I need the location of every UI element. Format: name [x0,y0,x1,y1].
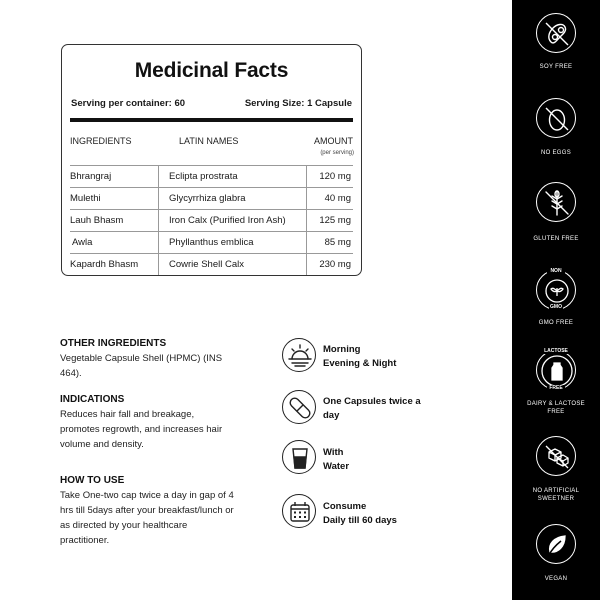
capsule-icon [282,390,316,424]
usage-water-text [323,446,349,473]
facts-title: Medicinal Facts [134,59,289,82]
indications-heading: INDICATIONS [60,394,125,405]
table-row [70,254,353,276]
indications-text: Reduces hair fall and breakage, promotes regrowth, and increases hair volume and density. [60,409,223,450]
amount-value: 120 mg [319,171,351,182]
no-eggs-icon [536,98,576,138]
amount-value: 230 mg [319,259,351,270]
badge-label: GMO FREE [538,320,574,326]
badge-label: NO EGGS [540,150,572,156]
amount-value: 40 mg [324,193,351,204]
soy-free-icon [536,13,576,53]
usage-line: day [323,409,340,421]
other-ingredients-text: Vegetable Capsule Shell (HPMC) (INS 464). [60,353,223,379]
column-header-latin-names: LATIN NAMES [179,136,239,146]
usage-line: One Capsules twice a [323,396,421,407]
sunrise-icon [282,338,316,372]
other-ingredients-heading: OTHER INGREDIENTS [60,338,167,349]
usage-timing-text [323,343,396,370]
badge-label: GLUTEN FREE [533,236,579,242]
column-header-amount: AMOUNT [314,136,353,146]
latin-name: Glycyrrhiza glabra [169,193,246,204]
water-glass-icon [282,440,316,474]
table-row [70,188,353,210]
usage-duration-text [323,500,397,527]
ingredient-name: Awla [72,237,93,248]
dairy-lactose-free-icon [536,350,576,390]
badge-mark-top: NON [547,268,565,274]
badge-label-line: FREE [547,409,565,415]
usage-line: Water [323,460,350,472]
how-to-use-heading: HOW TO USE [60,475,125,486]
no-artificial-sweetener-icon [536,436,576,476]
usage-line: Consume [323,501,367,512]
ingredient-name: Bhrangraj [70,171,112,182]
badge-mark-inner: GMO [550,304,562,310]
badge-label [512,487,600,503]
badge-sidebar [512,0,600,600]
column-header-amount-note: (per serving) [320,150,354,156]
ingredient-name: Kapardh Bhasm [70,259,139,270]
badge-label [512,400,600,416]
latin-name: Eclipta prostrata [169,171,238,182]
badge-label: SOY FREE [539,64,573,70]
badge-label-line: DAIRY & LACTOSE [527,401,585,407]
ingredient-name: Lauh Bhasm [70,215,124,226]
vegan-icon [536,524,576,564]
usage-line: Morning [323,344,361,355]
amount-value: 85 mg [324,237,351,248]
ingredient-name: Mulethi [70,193,101,204]
usage-line: Evening & Night [323,357,397,369]
badge-label: VEGAN [544,576,568,582]
table-row [70,232,353,254]
table-row [70,166,353,188]
badge-mark-inner: FREE [547,385,565,391]
latin-name: Phyllanthus emblica [169,237,254,248]
usage-line: With [323,447,344,458]
table-row [70,210,353,232]
serving-per-container: Serving per container: 60 [71,98,186,109]
gluten-free-icon [536,182,576,222]
badge-label-line: SWEETNER [537,496,575,502]
usage-dosage-text [323,395,421,422]
serving-size: Serving Size: 1 Capsule [244,98,352,109]
latin-name: Iron Calx (Purified Iron Ash) [169,215,286,226]
amount-value: 125 mg [319,215,351,226]
badge-label-line: NO ARTIFICIAL [532,488,580,494]
calendar-icon [282,494,316,528]
how-to-use-text: Take One-two cap twice a day in gap of 4 hrs till 5days after your breakfast/lunch or as directed by your healthcare practitioner. [60,490,234,546]
latin-name: Cowrie Shell Calx [169,259,244,270]
usage-line: Daily till 60 days [323,514,397,526]
facts-divider [70,118,353,122]
column-header-ingredients: INGREDIENTS [70,136,132,146]
badge-mark-top: LACTOSE [540,348,572,354]
medicinal-facts-panel [61,44,362,276]
